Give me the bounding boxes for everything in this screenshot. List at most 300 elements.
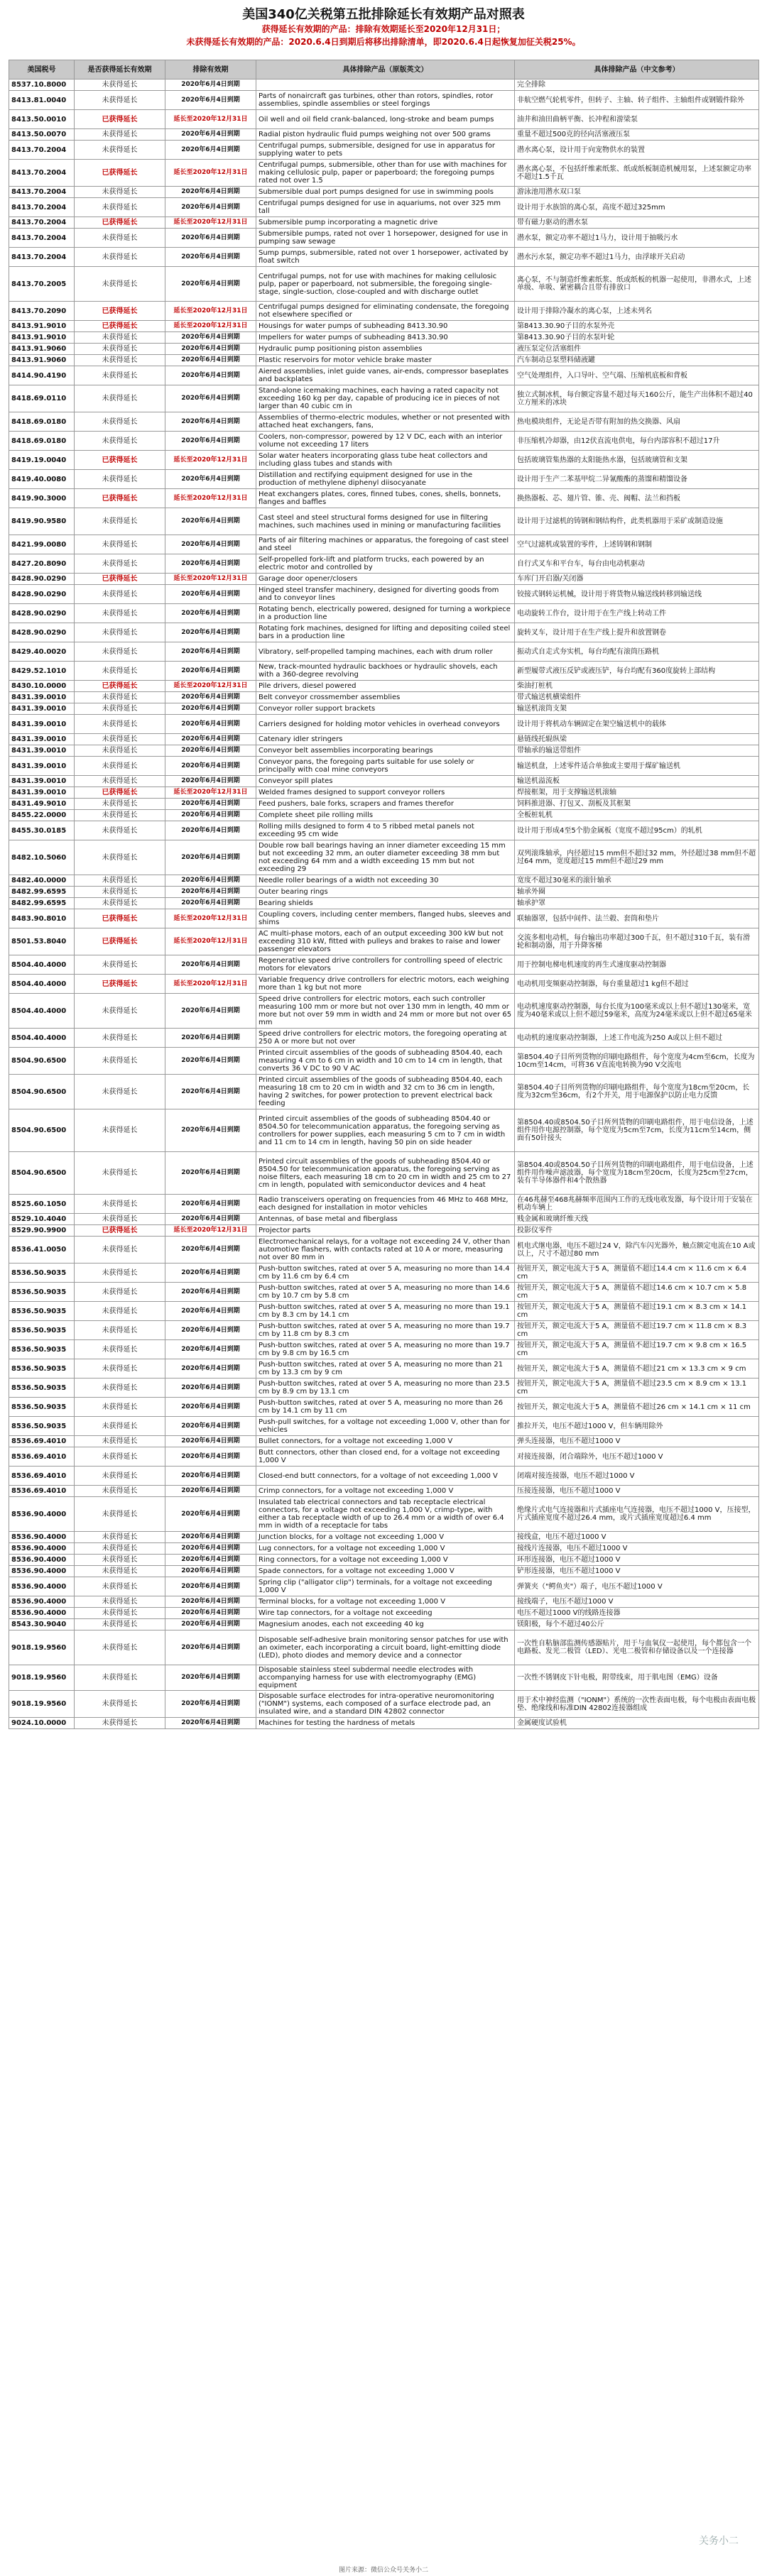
row-date: 2020年6月4日到期 [165, 840, 256, 875]
row-hts: 8536.90.4000 [9, 1566, 75, 1577]
row-chinese: 包括玻璃管集热器的太阳能热水器，包括玻璃管和支架 [515, 451, 759, 470]
row-date: 2020年6月4日到期 [165, 1029, 256, 1048]
row-english: New, track-mounted hydraulic backhoes or hydraulic shovels, each with a 360-degree revolving [256, 662, 515, 681]
row-hts: 8413.70.2004 [9, 187, 75, 198]
row-chinese: 一次性不锈钢皮下针电极，附带线束，用于肌电图（EMG）设备 [515, 1665, 759, 1691]
row-chinese: 用于术中神经监测（"IONM"）系统的一次性表面电极，每个电极由表面电极垫、绝缘线和标准DIN 42802连接器组成 [515, 1691, 759, 1718]
table-row [9, 187, 759, 198]
row-date: 2020年6月4日到期 [165, 1340, 256, 1359]
table-row [9, 745, 759, 757]
row-english: Electromechanical relays, for a voltage not exceeding 24 V, other than automotive flashers, with contacts rated at 10 A or more, measuring not over 80 mm in [256, 1237, 515, 1264]
row-status: 已获得延长 [75, 787, 165, 799]
row-chinese: 离心泵，不与制造纤维素纸浆、纸或纸板的机器一起使用，非潜水式，上述单级、单吸、紧密耦合且带有排放口 [515, 267, 759, 302]
row-status: 未获得延长 [75, 344, 165, 355]
row-english: Self-propelled fork-lift and platform trucks, each powered by an electric motor and controlled by [256, 554, 515, 574]
row-english: Rotating bench, electrically powered, designed for turning a workpiece in a production line [256, 604, 515, 623]
row-hts: 8431.39.0010 [9, 787, 75, 799]
table-row [9, 585, 759, 604]
row-chinese: 饲料推进器、打包叉、刮板及其框架 [515, 799, 759, 810]
row-chinese: 按钮开关，额定电流大于5 A，测量值不超过19.7 cm × 11.8 cm × 8.3 cm [515, 1321, 759, 1340]
table-row [9, 1436, 759, 1447]
row-hts: 8421.99.0080 [9, 535, 75, 554]
row-hts: 8536.50.9035 [9, 1302, 75, 1321]
row-status: 未获得延长 [75, 332, 165, 344]
row-english: Ring connectors, for a voltage not exceeding 1,000 V [256, 1555, 515, 1566]
row-status: 已获得延长 [75, 302, 165, 321]
row-status: 未获得延长 [75, 91, 165, 110]
table-row [9, 489, 759, 508]
table-row [9, 757, 759, 776]
row-date: 2020年6月4日到期 [165, 662, 256, 681]
row-chinese: 设计用于水族馆的离心泵，高度不超过325mm [515, 198, 759, 217]
row-english: Parts of air filtering machines or apparatus, the foregoing of cast steel and steel [256, 535, 515, 554]
row-chinese: 压接连接器，电压不超过1000 V [515, 1486, 759, 1497]
row-date: 延长至2020年12月31日 [165, 975, 256, 994]
row-status: 未获得延长 [75, 1596, 165, 1608]
row-date: 2020年6月4日到期 [165, 1048, 256, 1075]
table-row [9, 217, 759, 229]
row-english: Cast steel and steel structural forms designed for use in filtering machines, such machines used in mining or manufacturing facilities [256, 508, 515, 535]
row-date: 2020年6月4日到期 [165, 776, 256, 787]
table-row [9, 1302, 759, 1321]
row-english: Centrifugal pumps, submersible, other than for use with machines for making cellulosic pulp, paper or paperboard; the foregoing pumps rated not over 1.5 [256, 160, 515, 187]
row-status: 未获得延长 [75, 715, 165, 734]
row-hts: 8413.50.0070 [9, 129, 75, 141]
row-chinese: 接线端子，电压不超过1000 V [515, 1596, 759, 1608]
row-date: 延长至2020年12月31日 [165, 302, 256, 321]
table-row [9, 715, 759, 734]
row-chinese: 按钮开关，额定电流大于5 A，测量值不超过14.6 cm × 10.7 cm × 5.8 cm [515, 1283, 759, 1302]
table-row [9, 129, 759, 141]
row-english: Housings for water pumps of subheading 8413.30.90 [256, 321, 515, 332]
row-chinese: 轴承护罩 [515, 898, 759, 909]
row-chinese: 游泳池用潜水双口泵 [515, 187, 759, 198]
table-row [9, 1075, 759, 1109]
row-hts: 8482.10.5060 [9, 840, 75, 875]
row-status: 未获得延长 [75, 1436, 165, 1447]
row-english: Needle roller bearings of a width not exceeding 30 [256, 875, 515, 887]
table-row [9, 1447, 759, 1467]
table-row [9, 412, 759, 432]
row-hts: 8431.39.0010 [9, 776, 75, 787]
table-row [9, 623, 759, 642]
row-english: Feed pushers, bale forks, scrapers and frames therefor [256, 799, 515, 810]
row-hts: 8536.90.4000 [9, 1497, 75, 1532]
row-hts: 8431.49.9010 [9, 799, 75, 810]
row-status: 未获得延长 [75, 187, 165, 198]
watermark: 关务小二 [699, 2536, 739, 2547]
table-row [9, 928, 759, 955]
row-status: 已获得延长 [75, 217, 165, 229]
table-row [9, 1619, 759, 1630]
table-row [9, 432, 759, 451]
row-chinese: 电压不超过1000 V的线路连接器 [515, 1608, 759, 1619]
row-hts: 8504.40.4000 [9, 975, 75, 994]
row-chinese: 输送机滚筒支架 [515, 703, 759, 715]
row-date: 延长至2020年12月31日 [165, 160, 256, 187]
table-row [9, 994, 759, 1029]
row-date: 2020年6月4日到期 [165, 1283, 256, 1302]
row-date: 2020年6月4日到期 [165, 332, 256, 344]
row-chinese: 金属硬度试验机 [515, 1718, 759, 1729]
table-row [9, 1340, 759, 1359]
row-date: 2020年6月4日到期 [165, 535, 256, 554]
row-hts: 8536.69.4010 [9, 1447, 75, 1467]
row-hts: 8525.60.1050 [9, 1195, 75, 1214]
row-status: 未获得延长 [75, 198, 165, 217]
row-hts: 8529.90.9900 [9, 1225, 75, 1237]
row-date: 2020年6月4日到期 [165, 1264, 256, 1283]
row-date: 2020年6月4日到期 [165, 187, 256, 198]
row-english: Conveyor pans, the foregoing parts suitable for use solely or principally with coal mine conveyors [256, 757, 515, 776]
row-status: 未获得延长 [75, 1379, 165, 1398]
table-row [9, 554, 759, 574]
row-date: 2020年6月4日到期 [165, 623, 256, 642]
table-row [9, 787, 759, 799]
table-row [9, 110, 759, 129]
row-date: 延长至2020年12月31日 [165, 928, 256, 955]
row-hts: 8427.20.8090 [9, 554, 75, 574]
row-date: 2020年6月4日到期 [165, 129, 256, 141]
table-row [9, 1691, 759, 1718]
row-chinese: 铰接式钢转运机械，设计用于将货物从输送线转移到输送线 [515, 585, 759, 604]
row-chinese: 设计用于排除冷凝水的离心泵，上述未列名 [515, 302, 759, 321]
row-chinese: 接线片连接器，电压不超过1000 V [515, 1543, 759, 1555]
row-chinese: 双列滚珠轴承，内径超过15 mm但不超过32 mm，外径超过38 mm但不超过64 mm，宽度超过15 mm但不超过29 mm [515, 840, 759, 875]
row-hts: 8419.90.3000 [9, 489, 75, 508]
table-row [9, 248, 759, 267]
table-row [9, 1109, 759, 1152]
row-chinese: 对接连接器，闭合端除外，电压不超过1000 V [515, 1447, 759, 1467]
col-english: 具体排除产品（原版英文） [256, 60, 515, 80]
row-english: Lug connectors, for a voltage not exceeding 1,000 V [256, 1543, 515, 1555]
row-status: 已获得延长 [75, 928, 165, 955]
row-chinese: 按钮开关，额定电流大于5 A，测量值不超过19.1 cm × 8.3 cm × 14.1 cm [515, 1302, 759, 1321]
row-status: 未获得延长 [75, 1321, 165, 1340]
row-status: 未获得延长 [75, 535, 165, 554]
row-chinese: 车库门开启器/关闭器 [515, 574, 759, 585]
row-english: Double row ball bearings having an inner diameter exceeding 15 mm but not exceeding 32 mm, an outer diameter exceeding 38 mm but not exceeding 64 mm and a width exceeding 15 mm but not exceeding 29 [256, 840, 515, 875]
row-status: 已获得延长 [75, 909, 165, 928]
row-hts: 8418.69.0110 [9, 385, 75, 412]
row-english: Centrifugal pumps designed for use in aquariums, not over 325 mm tall [256, 198, 515, 217]
row-hts: 8536.50.9035 [9, 1264, 75, 1283]
row-status: 未获得延长 [75, 1152, 165, 1195]
row-date: 2020年6月4日到期 [165, 1417, 256, 1436]
row-date: 2020年6月4日到期 [165, 1718, 256, 1729]
row-english: Printed circuit assemblies of the goods of subheading 8504.40 or 8504.50 for telecommunication apparatus, the foregoing serving as controllers for power supplies, each measuring 5 cm to 7 cm in width and 11 cm to 14 cm in length, having 50 pin on side header [256, 1109, 515, 1152]
row-date: 2020年6月4日到期 [165, 1596, 256, 1608]
row-english: Magnesium anodes, each not exceeding 40 kg [256, 1619, 515, 1630]
row-chinese: 弹簧夹（"鳄鱼夹"）端子，电压不超过1000 V [515, 1577, 759, 1596]
row-status: 未获得延长 [75, 1340, 165, 1359]
row-hts: 8429.40.0020 [9, 642, 75, 662]
row-date: 延长至2020年12月31日 [165, 1225, 256, 1237]
row-date: 2020年6月4日到期 [165, 1486, 256, 1497]
row-status: 未获得延长 [75, 840, 165, 875]
row-hts: 8536.41.0050 [9, 1237, 75, 1264]
row-date: 2020年6月4日到期 [165, 385, 256, 412]
row-status: 未获得延长 [75, 642, 165, 662]
row-english: Assemblies of thermo-electric modules, whether or not presented with attached heat exchangers, fans, [256, 412, 515, 432]
row-status: 未获得延长 [75, 692, 165, 703]
row-chinese: 第8504.40或8504.50子目所列货物的印刷电路组件，用于电信设备，上述组件用作电源控制器，每个宽度为5cm至7cm，长度为11cm至14cm，侧面有50针接头 [515, 1109, 759, 1152]
row-chinese: 绝缘片式电气连接器和片式插座电气连接器，电压不超过1000 V，压接型，片式插座宽度不超过26.4 mm，或片式插座宽度超过6.4 mm [515, 1497, 759, 1532]
table-row [9, 267, 759, 302]
row-date: 2020年6月4日到期 [165, 91, 256, 110]
row-hts: 8413.70.2004 [9, 160, 75, 187]
row-english: Vibratory, self-propelled tamping machines, each with drum roller [256, 642, 515, 662]
row-english: Regenerative speed drive controllers for controlling speed of electric motors for elevators [256, 955, 515, 975]
row-date: 2020年6月4日到期 [165, 1152, 256, 1195]
table-row [9, 451, 759, 470]
row-english: Hydraulic pump positioning piston assemblies [256, 344, 515, 355]
row-chinese: 柴油打桩机 [515, 681, 759, 692]
row-date: 2020年6月4日到期 [165, 1619, 256, 1630]
row-date: 2020年6月4日到期 [165, 141, 256, 160]
row-date: 2020年6月4日到期 [165, 715, 256, 734]
row-english: Machines for testing the hardness of metals [256, 1718, 515, 1729]
row-status: 未获得延长 [75, 1075, 165, 1109]
row-hts: 8431.39.0010 [9, 745, 75, 757]
row-hts: 8418.69.0180 [9, 412, 75, 432]
row-status: 未获得延长 [75, 1264, 165, 1283]
row-chinese: 贱金属和玻璃纤维天线 [515, 1214, 759, 1225]
row-chinese: 一次性自粘脑部监测传感器贴片，用于与血氧仪一起使用，每个都包含一个电路板、发光二极管（LED）、光电二极管和存储设备以及一个连接器 [515, 1630, 759, 1665]
row-date: 2020年6月4日到期 [165, 734, 256, 745]
row-chinese: 带有磁力驱动的潜水泵 [515, 217, 759, 229]
row-chinese: 设计用于过滤机的铸钢和钢结构件，此类机器用于采矿或制造设施 [515, 508, 759, 535]
table-row [9, 1321, 759, 1340]
row-date: 2020年6月4日到期 [165, 1543, 256, 1555]
row-chinese: 第8413.30.90子目的水泵外壳 [515, 321, 759, 332]
table-row [9, 1379, 759, 1398]
row-date: 2020年6月4日到期 [165, 692, 256, 703]
row-status: 未获得延长 [75, 1237, 165, 1264]
row-date: 2020年6月4日到期 [165, 875, 256, 887]
row-english: Belt conveyor crossmember assemblies [256, 692, 515, 703]
row-hts: 8536.50.9035 [9, 1359, 75, 1379]
row-date: 2020年6月4日到期 [165, 1302, 256, 1321]
row-date: 延长至2020年12月31日 [165, 217, 256, 229]
row-chinese: 按钮开关，额定电流大于5 A，测量值不超过21 cm × 13.3 cm × 9 cm [515, 1359, 759, 1379]
row-chinese: 重量不超过500克的径向活塞液压泵 [515, 129, 759, 141]
row-status: 未获得延长 [75, 1048, 165, 1075]
row-hts: 8414.90.4190 [9, 366, 75, 385]
row-hts: 8455.30.0185 [9, 821, 75, 840]
row-english: Garage door opener/closers [256, 574, 515, 585]
row-english: Push-button switches, rated at over 5 A, measuring no more than 14.6 cm by 10.7 cm by 5.8 cm [256, 1283, 515, 1302]
row-status: 未获得延长 [75, 1665, 165, 1691]
row-status: 未获得延长 [75, 129, 165, 141]
row-status: 未获得延长 [75, 887, 165, 898]
row-english: Submersible pump incorporating a magnetic drive [256, 217, 515, 229]
row-english: Antennas, of base metal and fiberglass [256, 1214, 515, 1225]
row-status: 已获得延长 [75, 110, 165, 129]
row-hts: 8536.50.9035 [9, 1398, 75, 1417]
row-status: 未获得延长 [75, 1195, 165, 1214]
row-hts: 8418.69.0180 [9, 432, 75, 451]
row-chinese: 在46兆赫至468兆赫频率范围内工作的无线电收发器，每个设计用于安装在机动车辆上 [515, 1195, 759, 1214]
table-row [9, 1029, 759, 1048]
row-status: 未获得延长 [75, 1630, 165, 1665]
row-hts: 8413.70.2004 [9, 248, 75, 267]
row-english: Carriers designed for holding motor vehicles in overhead conveyors [256, 715, 515, 734]
row-chinese: 联轴器罩，包括中间件、法兰毂、套筒和垫片 [515, 909, 759, 928]
row-english: Parts of nonaircraft gas turbines, other than rotors, spindles, rotor assemblies, spindle assemblies or steel forgings [256, 91, 515, 110]
row-date: 2020年6月4日到期 [165, 229, 256, 248]
table-row [9, 776, 759, 787]
row-english: Outer bearing rings [256, 887, 515, 898]
table-row [9, 1577, 759, 1596]
row-status: 已获得延长 [75, 681, 165, 692]
row-english: Spade connectors, for a voltage not exceeding 1,000 V [256, 1566, 515, 1577]
row-date: 2020年6月4日到期 [165, 432, 256, 451]
row-hts: 8536.90.4000 [9, 1596, 75, 1608]
row-date: 2020年6月4日到期 [165, 955, 256, 975]
row-date: 2020年6月4日到期 [165, 366, 256, 385]
row-hts: 8536.50.9035 [9, 1340, 75, 1359]
table-row [9, 840, 759, 875]
row-english: Bullet connectors, for a voltage not exceeding 1,000 V [256, 1436, 515, 1447]
row-date: 2020年6月4日到期 [165, 1195, 256, 1214]
row-date: 2020年6月4日到期 [165, 1379, 256, 1398]
row-hts: 8504.90.6500 [9, 1109, 75, 1152]
row-chinese: 空气过滤机或装置的零件，上述铸钢和钢制 [515, 535, 759, 554]
row-date: 2020年6月4日到期 [165, 470, 256, 489]
row-date: 2020年6月4日到期 [165, 554, 256, 574]
row-english: Wire tap connectors, for a voltage not exceeding [256, 1608, 515, 1619]
table-header-row [9, 60, 759, 80]
table-row [9, 1283, 759, 1302]
row-hts: 8536.50.9035 [9, 1283, 75, 1302]
row-date: 2020年6月4日到期 [165, 1608, 256, 1619]
col-validity: 排除有效期 [165, 60, 256, 80]
row-chinese: 电动机的速度驱动控制器，上述工作电流为250 A或以上但不超过 [515, 1029, 759, 1048]
row-status: 未获得延长 [75, 385, 165, 412]
not-extended-note: 未获得延长有效期的产品：2020.6.4日到期后将移出排除清单，即2020.6.4日起恢复加征关税25%。 [186, 37, 581, 47]
row-hts: 8536.90.4000 [9, 1555, 75, 1566]
row-status: 未获得延长 [75, 1109, 165, 1152]
row-status: 未获得延长 [75, 554, 165, 574]
row-status: 未获得延长 [75, 1283, 165, 1302]
row-chinese: 第8413.30.90子目的水泵叶轮 [515, 332, 759, 344]
row-english: Push-button switches, rated at over 5 A, measuring no more than 19.7 cm by 11.8 cm by 8.3 cm [256, 1321, 515, 1340]
row-date: 2020年6月4日到期 [165, 1321, 256, 1340]
table-row [9, 1152, 759, 1195]
row-chinese: 按钮开关，额定电流大于5 A，测量值不超过26 cm × 14.1 cm × 11 cm [515, 1398, 759, 1417]
row-hts: 8536.69.4010 [9, 1486, 75, 1497]
row-date: 2020年6月4日到期 [165, 412, 256, 432]
row-chinese: 电动旋转工作台，设计用于在生产线上转动工件 [515, 604, 759, 623]
row-date: 2020年6月4日到期 [165, 1577, 256, 1596]
table-row [9, 1497, 759, 1532]
row-chinese: 环形连接器，电压不超过1000 V [515, 1555, 759, 1566]
table-row [9, 1195, 759, 1214]
row-english: Push-button switches, rated at over 5 A, measuring no more than 21 cm by 13.3 cm by 9 cm [256, 1359, 515, 1379]
extended-note: 获得延长有效期的产品：排除有效期延长至2020年12月31日； [261, 24, 506, 34]
table-row [9, 975, 759, 994]
row-hts: 8431.39.0010 [9, 692, 75, 703]
row-status: 未获得延长 [75, 248, 165, 267]
row-english: Printed circuit assemblies of the goods of subheading 8504.40, each measuring 18 cm to 20 cm in width and 32 cm to 36 cm in length, having 2 switches, for power protection to prevent electrical back feeding [256, 1075, 515, 1109]
row-status: 未获得延长 [75, 141, 165, 160]
row-date: 2020年6月4日到期 [165, 508, 256, 535]
row-chinese: 铲形连接器，电压不超过1000 V [515, 1566, 759, 1577]
row-hts: 9024.10.0000 [9, 1718, 75, 1729]
row-chinese: 输送机盘，上述零件适合单独或主要用于煤矿输送机 [515, 757, 759, 776]
row-english: Stand-alone icemaking machines, each having a rated capacity not exceeding 160 kg per day, capable of producing ice in pieces of not larger than 40 cubic cm in [256, 385, 515, 412]
row-chinese: 投影仪零件 [515, 1225, 759, 1237]
row-date: 2020年6月4日到期 [165, 1214, 256, 1225]
row-date: 2020年6月4日到期 [165, 1566, 256, 1577]
table-row [9, 681, 759, 692]
row-chinese: 汽车制动总泵塑料储液罐 [515, 355, 759, 366]
row-chinese: 机电式继电器，电压不超过24 V，除汽车闪光器外，触点额定电流在10 A或以上，尺寸不超过80 mm [515, 1237, 759, 1264]
row-status: 未获得延长 [75, 898, 165, 909]
row-chinese: 设计用于将机动车辆固定在架空输送机中的载体 [515, 715, 759, 734]
row-date: 2020年6月4日到期 [165, 1359, 256, 1379]
row-status: 未获得延长 [75, 604, 165, 623]
row-date: 2020年6月4日到期 [165, 1630, 256, 1665]
row-english: Terminal blocks, for a voltage not exceeding 1,000 V [256, 1596, 515, 1608]
row-chinese: 非压缩机冷却器，由12伏直流电供电，每台内部容积不超过17升 [515, 432, 759, 451]
row-hts: 8536.90.4000 [9, 1532, 75, 1543]
row-chinese: 焊接框架，用于支撑输送机滚轴 [515, 787, 759, 799]
row-english: Crimp connectors, for a voltage not exceeding 1,000 V [256, 1486, 515, 1497]
row-date: 2020年6月4日到期 [165, 821, 256, 840]
row-hts: 8504.90.6500 [9, 1075, 75, 1109]
row-hts: 8413.81.0040 [9, 91, 75, 110]
row-english: Disposable stainless steel subdermal needle electrodes with accompanying harness for use with electromyography (EMG) equipment [256, 1665, 515, 1691]
row-date: 延长至2020年12月31日 [165, 681, 256, 692]
row-status: 未获得延长 [75, 623, 165, 642]
row-status: 未获得延长 [75, 1447, 165, 1467]
row-date: 2020年6月4日到期 [165, 887, 256, 898]
row-status: 未获得延长 [75, 229, 165, 248]
row-english: Radio transceivers operating on frequencies from 46 MHz to 468 MHz, each designed for installation in motor vehicles [256, 1195, 515, 1214]
row-hts: 8482.40.0000 [9, 875, 75, 887]
row-hts: 8413.91.9010 [9, 321, 75, 332]
footer-source: 图片来源：微信公众号关务小二 [338, 2567, 428, 2574]
row-date: 2020年6月4日到期 [165, 1532, 256, 1543]
table-row [9, 574, 759, 585]
row-english: Push-button switches, rated at over 5 A, measuring no more than 14.4 cm by 11.6 cm by 6.4 cm [256, 1264, 515, 1283]
row-hts: 8504.90.6500 [9, 1048, 75, 1075]
row-english: Printed circuit assemblies of the goods of subheading 8504.40, each measuring 4 cm to 6 cm in width and 10 cm to 14 cm in length, that converts 36 V DC to 90 V AC [256, 1048, 515, 1075]
row-date: 2020年6月4日到期 [165, 810, 256, 821]
row-english: AC multi-phase motors, each of an output exceeding 300 kW but not exceeding 310 kW, fitted with pulleys and brakes to raise and lower passenger elevators [256, 928, 515, 955]
row-hts: 8536.90.4000 [9, 1543, 75, 1555]
row-date: 2020年6月4日到期 [165, 745, 256, 757]
table-row [9, 1630, 759, 1665]
row-chinese: 接线盒，电压不超过1000 V [515, 1532, 759, 1543]
row-hts: 8536.90.4000 [9, 1608, 75, 1619]
row-english: Conveyor spill plates [256, 776, 515, 787]
table-row [9, 160, 759, 187]
table-row [9, 1359, 759, 1379]
row-hts: 8504.90.6500 [9, 1152, 75, 1195]
row-date: 2020年6月4日到期 [165, 1398, 256, 1417]
page-title: 美国340亿关税第五批排除延长有效期产品对照表 [242, 7, 525, 22]
row-chinese: 电动机用变频驱动控制器，每台重量超过1 kg但不超过 [515, 975, 759, 994]
row-date: 2020年6月4日到期 [165, 799, 256, 810]
row-chinese: 完全排除 [515, 80, 759, 91]
row-status: 未获得延长 [75, 355, 165, 366]
row-status: 未获得延长 [75, 810, 165, 821]
row-date: 2020年6月4日到期 [165, 1436, 256, 1447]
row-english: Welded frames designed to support conveyor rollers [256, 787, 515, 799]
